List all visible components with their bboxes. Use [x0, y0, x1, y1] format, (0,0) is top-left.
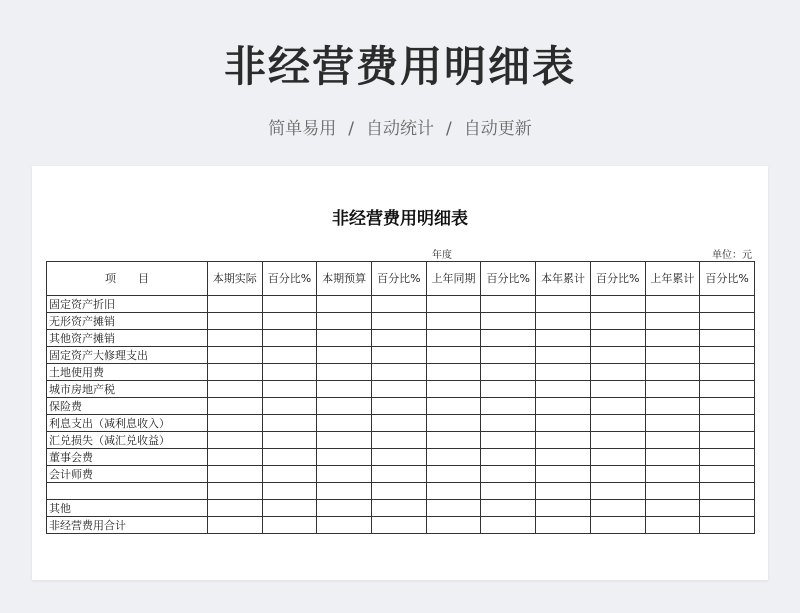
- table-cell[interactable]: [481, 517, 536, 534]
- table-cell[interactable]: [372, 517, 427, 534]
- table-cell[interactable]: [536, 517, 591, 534]
- table-cell[interactable]: [317, 449, 372, 466]
- column-header-year-to-date: 本年累计: [536, 262, 591, 296]
- table-cell[interactable]: [590, 398, 645, 415]
- row-label: 无形资产摊销: [47, 313, 208, 330]
- table-cell[interactable]: [317, 415, 372, 432]
- table-cell[interactable]: [372, 330, 427, 347]
- table-cell[interactable]: [700, 364, 755, 381]
- subtitle-separator: /: [446, 119, 452, 139]
- table-cell[interactable]: [262, 466, 317, 483]
- table-row: [47, 296, 755, 313]
- row-label: 城市房地产税: [47, 381, 208, 398]
- table-cell[interactable]: [372, 398, 427, 415]
- row-label: 会计师费: [47, 466, 208, 483]
- table-cell[interactable]: [262, 432, 317, 449]
- table-cell[interactable]: [481, 398, 536, 415]
- table-cell[interactable]: [645, 483, 700, 500]
- table-cell[interactable]: [317, 466, 372, 483]
- column-header-percent: 百分比%: [590, 262, 645, 296]
- table-cell[interactable]: [207, 347, 262, 364]
- table-row: [47, 466, 755, 483]
- sheet-title: 非经营费用明细表: [332, 209, 468, 229]
- row-label: 利息支出（减利息收入）: [47, 415, 208, 432]
- table-cell[interactable]: [590, 517, 645, 534]
- table-cell[interactable]: [645, 500, 700, 517]
- table-cell[interactable]: [426, 517, 481, 534]
- table-cell[interactable]: [207, 432, 262, 449]
- row-label: 保险费: [47, 398, 208, 415]
- row-label: 固定资产大修理支出: [47, 347, 208, 364]
- table-cell[interactable]: [426, 432, 481, 449]
- table-cell[interactable]: [536, 466, 591, 483]
- table-cell[interactable]: [590, 381, 645, 398]
- table-cell[interactable]: [700, 449, 755, 466]
- table-cell[interactable]: [207, 415, 262, 432]
- table-row: [47, 449, 755, 466]
- table-cell[interactable]: [590, 466, 645, 483]
- table-cell[interactable]: [481, 500, 536, 517]
- table-cell[interactable]: [481, 449, 536, 466]
- table-cell[interactable]: [207, 517, 262, 534]
- table-cell[interactable]: [536, 415, 591, 432]
- table-cell[interactable]: [262, 296, 317, 313]
- table-cell[interactable]: [317, 313, 372, 330]
- table-cell[interactable]: [590, 330, 645, 347]
- column-header-current-actual: 本期实际: [207, 262, 262, 296]
- table-cell[interactable]: [317, 347, 372, 364]
- table-cell[interactable]: [262, 483, 317, 500]
- table-cell[interactable]: [590, 364, 645, 381]
- table-cell[interactable]: [590, 296, 645, 313]
- row-label: 其他: [47, 500, 208, 517]
- table-cell[interactable]: [645, 517, 700, 534]
- table-cell[interactable]: [262, 415, 317, 432]
- table-cell[interactable]: [262, 449, 317, 466]
- table-cell[interactable]: [481, 466, 536, 483]
- table-cell[interactable]: [372, 347, 427, 364]
- table-cell[interactable]: [481, 415, 536, 432]
- table-cell[interactable]: [262, 381, 317, 398]
- table-cell[interactable]: [700, 313, 755, 330]
- row-label: 其他资产摊销: [47, 330, 208, 347]
- table-cell[interactable]: [645, 415, 700, 432]
- table-cell[interactable]: [262, 398, 317, 415]
- table-cell[interactable]: [426, 415, 481, 432]
- table-cell[interactable]: [645, 313, 700, 330]
- table-row: [47, 517, 755, 534]
- column-header-last-year-cumulative: 上年累计: [645, 262, 700, 296]
- table-cell[interactable]: [317, 398, 372, 415]
- table-cell[interactable]: [536, 364, 591, 381]
- row-label: 土地使用费: [47, 364, 208, 381]
- table-cell[interactable]: [207, 296, 262, 313]
- table-cell[interactable]: [536, 381, 591, 398]
- table-cell[interactable]: [481, 432, 536, 449]
- table-cell[interactable]: [317, 296, 372, 313]
- table-cell[interactable]: [426, 347, 481, 364]
- table-cell[interactable]: [262, 313, 317, 330]
- table-cell[interactable]: [700, 398, 755, 415]
- table-row: [47, 483, 755, 500]
- table-cell[interactable]: [700, 500, 755, 517]
- table-cell[interactable]: [372, 381, 427, 398]
- table-cell[interactable]: [317, 517, 372, 534]
- table-cell[interactable]: [481, 364, 536, 381]
- table-row: [47, 330, 755, 347]
- table-cell[interactable]: [207, 381, 262, 398]
- table-cell[interactable]: [317, 381, 372, 398]
- column-header-percent: 百分比%: [262, 262, 317, 296]
- table-cell[interactable]: [317, 500, 372, 517]
- table-cell[interactable]: [590, 415, 645, 432]
- spreadsheet-preview: [32, 166, 768, 580]
- table-cell[interactable]: [536, 432, 591, 449]
- table-cell[interactable]: [700, 415, 755, 432]
- table-cell[interactable]: [372, 364, 427, 381]
- table-cell[interactable]: [645, 364, 700, 381]
- table-cell[interactable]: [700, 381, 755, 398]
- table-cell[interactable]: [207, 398, 262, 415]
- table-cell[interactable]: [426, 381, 481, 398]
- table-cell[interactable]: [207, 500, 262, 517]
- table-cell[interactable]: [700, 517, 755, 534]
- table-cell[interactable]: [700, 432, 755, 449]
- table-cell[interactable]: [645, 347, 700, 364]
- table-cell[interactable]: [481, 347, 536, 364]
- table-cell[interactable]: [590, 500, 645, 517]
- year-label: 年度: [432, 250, 452, 261]
- table-cell[interactable]: [700, 483, 755, 500]
- table-cell[interactable]: [372, 449, 427, 466]
- table-cell[interactable]: [426, 296, 481, 313]
- subtitle: [0, 114, 800, 139]
- subtitle-part-3: 自动更新: [463, 119, 532, 139]
- table-cell[interactable]: [262, 500, 317, 517]
- table-row: [47, 347, 755, 364]
- table-cell[interactable]: [481, 330, 536, 347]
- subtitle-part-2: 自动统计: [366, 119, 434, 139]
- table-cell[interactable]: [645, 466, 700, 483]
- table-cell[interactable]: [645, 296, 700, 313]
- page-title: 非经营费用明细表: [223, 42, 576, 91]
- table-row: [47, 500, 755, 517]
- table-cell[interactable]: [317, 432, 372, 449]
- table-cell[interactable]: [207, 364, 262, 381]
- table-cell[interactable]: [536, 313, 591, 330]
- table-cell[interactable]: [700, 330, 755, 347]
- column-header-current-budget: 本期预算: [317, 262, 372, 296]
- table-cell[interactable]: [645, 381, 700, 398]
- table-cell[interactable]: [426, 483, 481, 500]
- table-row: [47, 398, 755, 415]
- table-cell[interactable]: [536, 398, 591, 415]
- table-row: [47, 364, 755, 381]
- table-cell[interactable]: [372, 296, 427, 313]
- table-cell[interactable]: [590, 483, 645, 500]
- table-cell[interactable]: [372, 500, 427, 517]
- table-cell[interactable]: [426, 330, 481, 347]
- row-label: 汇兑损失（减汇兑收益）: [47, 432, 208, 449]
- table-cell[interactable]: [372, 483, 427, 500]
- table-cell[interactable]: [645, 432, 700, 449]
- table-cell[interactable]: [372, 466, 427, 483]
- row-label: 非经营费用合计: [47, 517, 208, 534]
- table-cell[interactable]: [645, 449, 700, 466]
- table-cell[interactable]: [207, 449, 262, 466]
- table-row: [47, 415, 755, 432]
- table-cell[interactable]: [372, 432, 427, 449]
- subtitle-separator: /: [348, 119, 354, 139]
- table-cell[interactable]: [700, 347, 755, 364]
- table-cell[interactable]: [481, 483, 536, 500]
- table-cell[interactable]: [700, 296, 755, 313]
- table-cell[interactable]: [590, 313, 645, 330]
- table-cell[interactable]: [536, 330, 591, 347]
- column-header-percent: 百分比%: [481, 262, 536, 296]
- table-cell[interactable]: [262, 347, 317, 364]
- table-cell[interactable]: [262, 364, 317, 381]
- column-header-item: 项 目: [47, 262, 208, 296]
- row-label: 董事会费: [47, 449, 208, 466]
- table-cell[interactable]: [207, 313, 262, 330]
- table-cell[interactable]: [207, 466, 262, 483]
- expense-table: [46, 261, 755, 534]
- table-cell[interactable]: [207, 330, 262, 347]
- table-cell[interactable]: [426, 364, 481, 381]
- table-cell[interactable]: [262, 517, 317, 534]
- unit-label: 单位：元: [712, 250, 752, 261]
- column-header-percent: 百分比%: [372, 262, 427, 296]
- column-header-percent: 百分比%: [700, 262, 755, 296]
- table-cell[interactable]: [590, 432, 645, 449]
- table-cell[interactable]: [590, 449, 645, 466]
- table-cell[interactable]: [536, 449, 591, 466]
- table-cell[interactable]: [481, 313, 536, 330]
- table-cell[interactable]: [536, 296, 591, 313]
- table-cell[interactable]: [536, 347, 591, 364]
- table-header-row: [47, 262, 755, 296]
- column-header-last-year-same-period: 上年同期: [426, 262, 481, 296]
- table-cell[interactable]: [536, 483, 591, 500]
- table-cell[interactable]: [426, 500, 481, 517]
- table-cell[interactable]: [426, 449, 481, 466]
- table-row: [47, 381, 755, 398]
- table-cell[interactable]: [262, 330, 317, 347]
- subtitle-part-1: 简单易用: [268, 119, 337, 139]
- table-cell[interactable]: [207, 483, 262, 500]
- table-row: [47, 313, 755, 330]
- table-cell[interactable]: [481, 296, 536, 313]
- table-cell[interactable]: [426, 313, 481, 330]
- table-cell[interactable]: [372, 313, 427, 330]
- table-cell[interactable]: [317, 330, 372, 347]
- table-cell[interactable]: [317, 483, 372, 500]
- table-cell[interactable]: [372, 415, 427, 432]
- row-label: 固定资产折旧: [47, 296, 208, 313]
- table-cell[interactable]: [645, 330, 700, 347]
- table-cell[interactable]: [536, 500, 591, 517]
- table-cell[interactable]: [481, 381, 536, 398]
- row-label: [47, 483, 208, 500]
- table-cell[interactable]: [700, 466, 755, 483]
- table-cell[interactable]: [426, 398, 481, 415]
- table-cell[interactable]: [645, 398, 700, 415]
- table-row: [47, 432, 755, 449]
- table-cell[interactable]: [590, 347, 645, 364]
- table-cell[interactable]: [426, 466, 481, 483]
- table-cell[interactable]: [317, 364, 372, 381]
